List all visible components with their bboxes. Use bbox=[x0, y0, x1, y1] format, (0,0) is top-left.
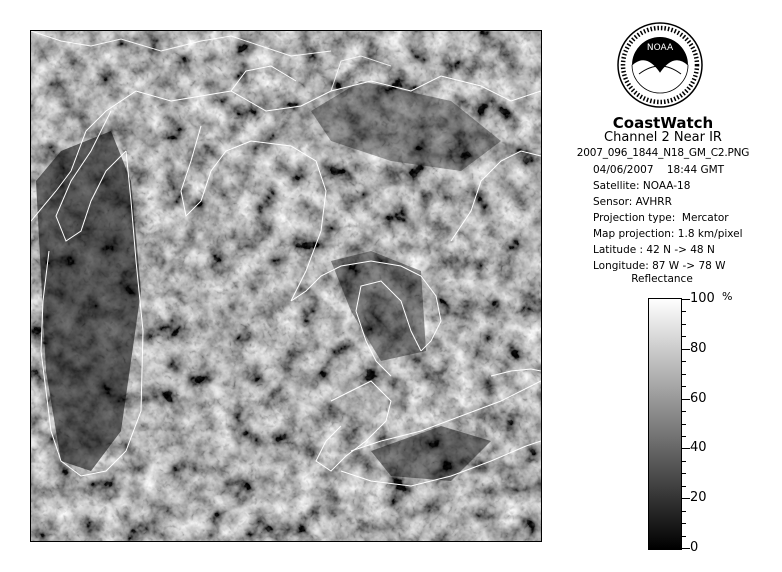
projection-type-label: Projection type: Mercator bbox=[593, 212, 729, 224]
scale-minor-tick bbox=[682, 486, 686, 487]
scale-tick-label: 80 bbox=[690, 340, 707, 356]
scale-minor-tick bbox=[682, 324, 686, 325]
scale-tick-label: 60 bbox=[690, 390, 707, 406]
noaa-logo bbox=[617, 22, 703, 108]
scale-minor-tick bbox=[682, 436, 686, 437]
scale-minor-tick bbox=[682, 498, 690, 499]
scale-minor-tick bbox=[682, 448, 690, 449]
channel-label: Channel 2 Near IR bbox=[604, 130, 722, 145]
scale-minor-tick bbox=[682, 399, 690, 400]
scale-tick-label: 100 bbox=[690, 291, 715, 306]
product-title: CoastWatch bbox=[612, 114, 714, 132]
scale-minor-tick bbox=[682, 523, 686, 524]
longitude-label: Longitude: 87 W -> 78 W bbox=[593, 260, 726, 272]
sensor-label: Sensor: AVHRR bbox=[593, 196, 672, 208]
satellite-label: Satellite: NOAA-18 bbox=[593, 180, 691, 192]
scale-tick-label: 40 bbox=[690, 440, 707, 456]
satellite-image[interactable] bbox=[30, 30, 542, 542]
scale-minor-tick bbox=[682, 386, 686, 387]
scale-minor-tick bbox=[682, 361, 686, 362]
scale-minor-tick bbox=[682, 411, 686, 412]
scale-tick-label: 20 bbox=[690, 490, 707, 506]
scale-minor-tick bbox=[682, 461, 686, 462]
datetime-label: 04/06/2007 18:44 GMT bbox=[593, 164, 725, 176]
scale-minor-tick bbox=[682, 511, 686, 512]
map-projection-label: Map projection: 1.8 km/pixel bbox=[593, 228, 743, 240]
filename-label: 2007_096_1844_N18_GM_C2.PNG bbox=[576, 147, 750, 159]
scale-minor-tick bbox=[682, 311, 686, 312]
scale-tick-label: 0 bbox=[690, 540, 699, 555]
scale-title: Reflectance bbox=[631, 273, 693, 285]
scale-minor-tick bbox=[682, 349, 690, 350]
latitude-label: Latitude : 42 N -> 48 N bbox=[593, 244, 715, 256]
scale-minor-tick bbox=[682, 548, 690, 549]
scale-unit: % bbox=[722, 290, 733, 303]
scale-minor-tick bbox=[682, 424, 686, 425]
scale-minor-tick bbox=[682, 299, 690, 300]
scale-minor-tick bbox=[682, 336, 686, 337]
scale-minor-tick bbox=[682, 473, 686, 474]
scale-minor-tick bbox=[682, 536, 686, 537]
scale-minor-tick bbox=[682, 374, 686, 375]
reflectance-color-bar bbox=[648, 298, 682, 550]
map-svg bbox=[31, 31, 541, 541]
logo-noaa-text: NOAA bbox=[646, 43, 674, 53]
